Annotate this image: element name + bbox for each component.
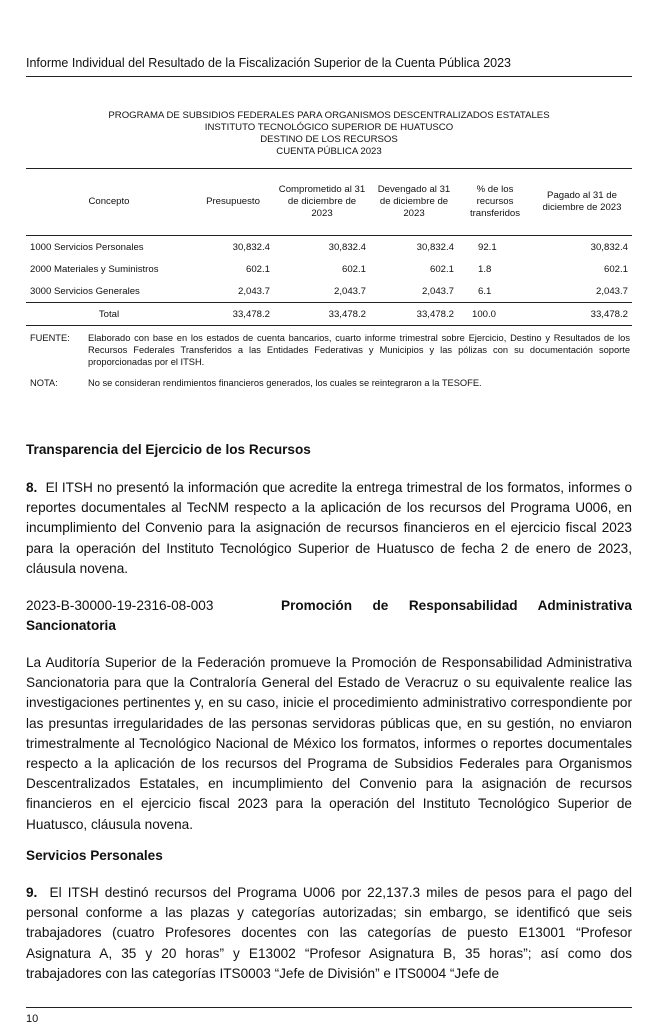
cell-total-pagado: 33,478.2: [590, 308, 628, 320]
table-heading-institute: INSTITUTO TECNOLÓGICO SUPERIOR DE HUATUSCO: [204, 122, 454, 133]
table-heading-program: PROGRAMA DE SUBSIDIOS FEDERALES PARA ORGANISMOS DESCENTRALIZADOS ESTATALES: [108, 110, 550, 121]
cell-concepto: 1000 Servicios Personales: [30, 241, 144, 253]
nota-text: No se consideran rendimientos financieros generados, los cuales se reintegraron a la TESOFE.: [88, 378, 482, 388]
table-row: [26, 236, 632, 259]
destino-recursos-table: [26, 168, 632, 326]
cell-total-label: Total: [98, 308, 120, 320]
cell-devengado: 2,043.7: [421, 285, 454, 297]
cell-devengado: 30,832.4: [416, 241, 454, 253]
table-source-note: [30, 332, 630, 368]
paragraph-text: El ITSH no presentó la información que acredite la entrega trimestral de los formatos, informes o reportes documentales al TecNM respecto a la aplicación de los recursos del Programa U006, en incumplimiento del Convenio para la asignación de recursos financieros en el ejercicio fiscal 2023 para la operación del Instituto Tecnológico Superior de Huatusco de fecha 2 de enero de 2023, cláusula novena.: [26, 480, 633, 576]
cell-comprometido: 602.1: [341, 263, 366, 275]
cell-total-comprometido: 33,478.2: [328, 308, 366, 320]
paragraph-text: El ITSH destinó recursos del Programa U006 por 22,137.3 miles de pesos para el pago del personal conforme a las plazas y categorías autorizadas; sin embargo, se identificó que seis trabajadores (cuatro Profesores docentes con las categorías de puesto E13001 “Profesor Asignatura A, 35 y 20 horas” y E13002 “Profesor Asignatura B, 35 horas”; así como dos trabajadores con las categorías ITS0003 “Jefe de División” e ITS0004 “Jefe de: [26, 885, 632, 981]
cell-concepto: 3000 Servicios Generales: [30, 285, 140, 297]
source-label: FUENTE:: [30, 333, 70, 343]
cell-total-devengado: 33,478.2: [416, 308, 454, 320]
table-nota: [30, 377, 630, 389]
table-heading-cuenta: CUENTA PÚBLICA 2023: [276, 146, 382, 157]
header-divider: [26, 76, 632, 77]
paragraph-8: [26, 478, 632, 579]
cell-concepto: 2000 Materiales y Suministros: [30, 263, 159, 275]
action-code: 2023-B-30000-19-2316-08-003: [26, 598, 214, 613]
table-total-row: [26, 303, 632, 326]
col-header-comprometido: Comprometido al 31 de diciembre de 2023: [278, 184, 366, 219]
paragraph-number: 8.: [26, 480, 38, 495]
cell-pagado: 602.1: [603, 263, 628, 275]
cell-comprometido: 30,832.4: [328, 241, 366, 253]
report-header-title: Informe Individual del Resultado de la Fiscalización Superior de la Cuenta Pública 2023: [26, 56, 512, 70]
col-header-devengado: Devengado al 31 de diciembre de 2023: [377, 184, 451, 219]
cell-devengado: 602.1: [429, 263, 454, 275]
col-header-pagado: Pagado al 31 de diciembre de 2023: [542, 190, 622, 213]
cell-pagado: 2,043.7: [595, 285, 628, 297]
table-header-row: [26, 169, 632, 236]
cell-pagado: 30,832.4: [590, 241, 628, 253]
col-header-concepto: Concepto: [88, 196, 130, 207]
source-text: Elaborado con base en los estados de cuenta bancarios, cuarto informe trimestral sobre Ejercicio, Destino y Resultados de los Recursos Federales Transferidos a las Entidades Federativas y Municipios y las pólizas con su documentación soporte proporcionadas por el ITSH.: [88, 333, 630, 367]
nota-label: NOTA:: [30, 378, 58, 388]
cell-presupuesto: 2,043.7: [237, 285, 270, 297]
col-header-presupuesto: Presupuesto: [206, 196, 260, 207]
paragraph-action: La Auditoría Superior de la Federación promueve la Promoción de Responsabilidad Administrativa Sancionatoria para que la Contraloría General del Estado de Veracruz o su equivalente realice las investigaciones pertinentes y, en su caso, inicie el procedimiento administrativo correspondiente por las presuntas irregularidades de las personas servidoras públicas que, en su gestión, no enviaron trimestralmente al Tecnológico Nacional de México los formatos, informes o reportes documentales respecto a la aplicación de los recursos del Programa de Subsidios Federales para Organismos Descentralizados Estatales, en incumplimiento del Convenio para la asignación de recursos financieros en el ejercicio fiscal 2023 para la operación del Instituto Tecnológico Superior de Huatusco, cláusula novena.: [26, 655, 632, 832]
cell-total-porcentaje: 100.0: [472, 308, 497, 320]
page-number: 10: [26, 1013, 39, 1025]
cell-total-presupuesto: 33,478.2: [232, 308, 270, 320]
action-title-line1: Promoción de Responsabilidad Administrativa: [281, 598, 632, 613]
cell-porcentaje: 1.8: [478, 263, 492, 275]
table-heading-destino: DESTINO DE LOS RECURSOS: [260, 134, 398, 145]
table-row: [26, 280, 632, 303]
cell-porcentaje: 92.1: [478, 241, 497, 253]
footer-divider: [26, 1007, 632, 1008]
cell-comprometido: 2,043.7: [333, 285, 366, 297]
paragraph-number: 9.: [26, 885, 38, 900]
section-title-servicios: Servicios Personales: [26, 848, 163, 863]
cell-presupuesto: 30,832.4: [232, 241, 270, 253]
cell-porcentaje: 6.1: [478, 285, 492, 297]
col-header-porcentaje: % de los recursos transferidos: [469, 184, 521, 219]
cell-presupuesto: 602.1: [245, 263, 270, 275]
action-title-line2: Sancionatoria: [26, 618, 116, 633]
table-row: [26, 258, 632, 280]
paragraph-9: [26, 883, 632, 984]
table-heading: [26, 110, 632, 158]
section-title-transparencia: Transparencia del Ejercicio de los Recursos: [26, 442, 311, 457]
